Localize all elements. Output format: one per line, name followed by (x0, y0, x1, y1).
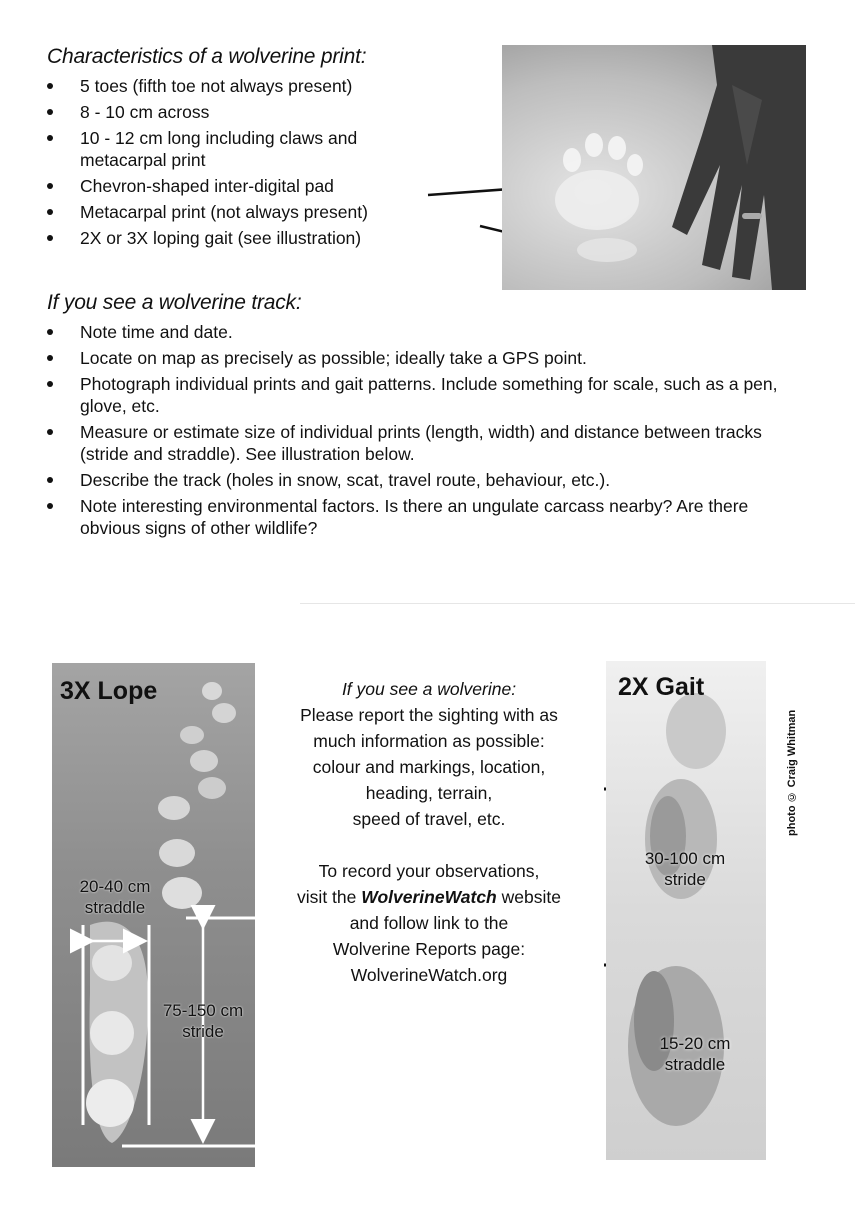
list-item: Locate on map as precisely as possible; ideally take a GPS point. (43, 347, 803, 369)
lope-title: 3X Lope (60, 677, 158, 705)
list-item: 5 toes (fifth toe not always present) (43, 75, 423, 97)
sighting-line: much information as possible: (313, 731, 545, 751)
gait-title: 2X Gait (618, 673, 705, 701)
gait-straddle-value: 15-20 cm (659, 1034, 731, 1053)
sighting-info (274, 676, 584, 988)
lope-stride-text: stride (182, 1022, 224, 1041)
lope-straddle-value: 20-40 cm (79, 877, 151, 896)
record-line: Wolverine Reports page: (332, 939, 526, 959)
sighting-line: Please report the sighting with as (300, 705, 558, 725)
sighting-heading: If you see a wolverine: (341, 679, 517, 699)
record-line: To record your observations, (318, 861, 540, 881)
list-item: Chevron-shaped inter-digital pad (43, 175, 423, 197)
list-item: Measure or estimate size of individual prints (length, width) and distance between tracks (stride and straddle). See illustration below. (43, 421, 803, 465)
record-line: and follow link to the (349, 913, 509, 933)
record-post: website (496, 887, 561, 907)
gait-straddle-text: straddle (664, 1055, 726, 1074)
lope-stride-value: 75-150 cm (162, 1001, 244, 1020)
website-link[interactable]: WolverineWatch.org (350, 965, 508, 985)
sighting-line: speed of travel, etc. (352, 809, 506, 829)
lope-straddle-label (60, 876, 170, 918)
record-line-website (274, 884, 584, 910)
list-item: Note interesting environmental factors. Is there an ungulate carcass nearby? Are there obvious signs of other wildlife? (43, 495, 780, 539)
record-pre: visit the (297, 887, 362, 907)
list-item: Photograph individual prints and gait patterns. Include something for scale, such as a pen, glove, etc. (43, 373, 803, 417)
gait-stride-value: 30-100 cm (644, 849, 726, 868)
list-item: Describe the track (holes in snow, scat, travel route, behaviour, etc.). (43, 469, 803, 491)
gait-track-art (606, 661, 766, 1160)
wolverinewatch-brand: WolverineWatch (361, 887, 497, 907)
lope-stride-label (148, 1000, 258, 1042)
list-item: Metacarpal print (not always present) (43, 201, 423, 223)
characteristics-heading: Characteristics of a wolverine print: (47, 45, 367, 68)
lope-straddle-text: straddle (84, 898, 146, 917)
track-heading: If you see a wolverine track: (47, 291, 302, 314)
list-item: 8 - 10 cm across (43, 101, 423, 123)
list-item: 2X or 3X loping gait (see illustration) (43, 227, 423, 249)
photo-credit: photo © Craig Whitman (786, 709, 798, 836)
sighting-line: colour and markings, location, (312, 757, 546, 777)
sighting-line: heading, terrain, (365, 783, 493, 803)
gait-stride-text: stride (664, 870, 706, 889)
gait-straddle-label (640, 1033, 750, 1075)
gait-photo (606, 661, 766, 1160)
gait-stride-label (630, 848, 740, 890)
list-item: Note time and date. (43, 321, 803, 343)
list-item: 10 - 12 cm long including claws and metacarpal print (43, 127, 380, 171)
